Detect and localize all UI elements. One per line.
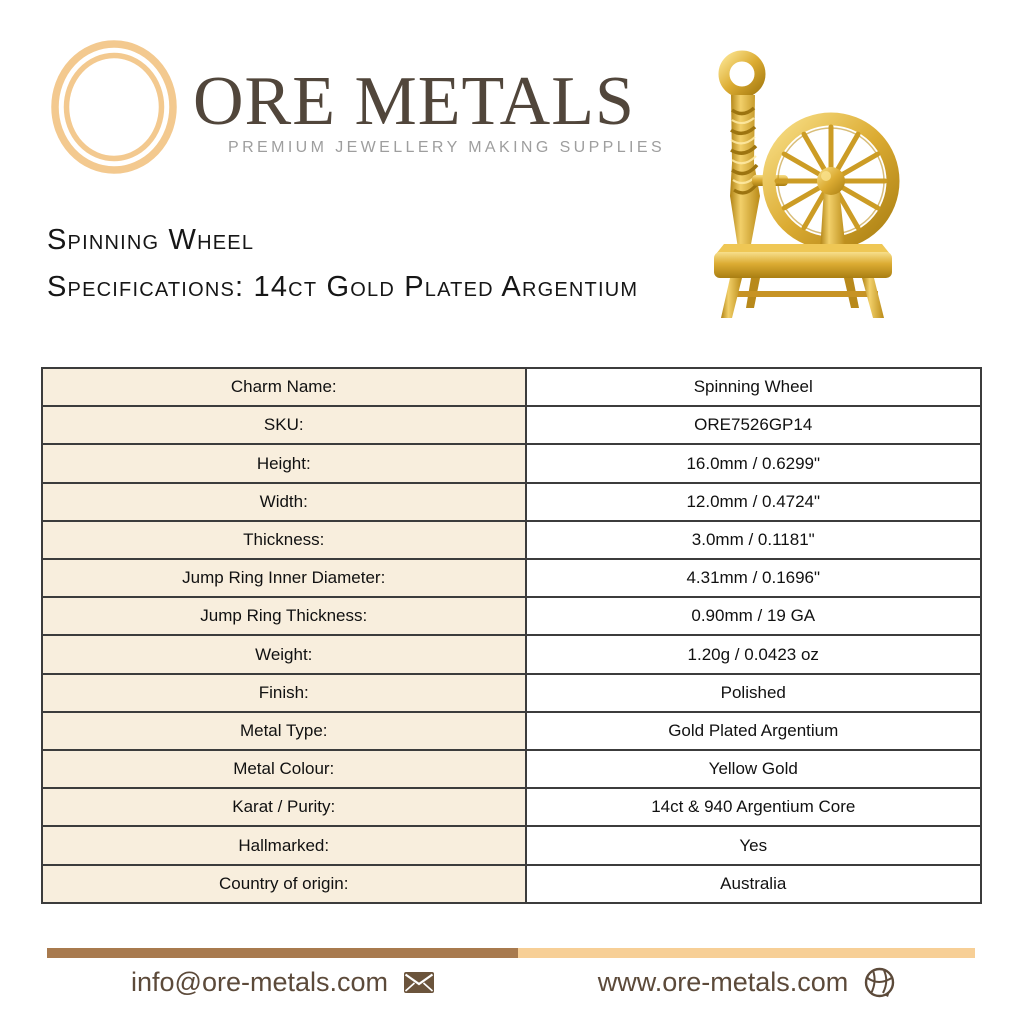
spec-label: Jump Ring Thickness:: [42, 597, 526, 635]
spec-table-body: [42, 368, 981, 903]
footer-divider-brown: [47, 948, 518, 958]
spec-row: [42, 674, 981, 712]
spec-label: Charm Name:: [42, 368, 526, 406]
spec-row: [42, 712, 981, 750]
spec-value: Spinning Wheel: [526, 368, 982, 406]
spec-label: Metal Type:: [42, 712, 526, 750]
spec-row: [42, 444, 981, 482]
spec-label: Width:: [42, 483, 526, 521]
gold-spinning-wheel-charm: [696, 48, 911, 320]
spec-row: [42, 788, 981, 826]
spec-value: 12.0mm / 0.4724": [526, 483, 982, 521]
spec-label: Hallmarked:: [42, 826, 526, 864]
spec-row: [42, 521, 981, 559]
spec-row: [42, 865, 981, 903]
spec-label: Karat / Purity:: [42, 788, 526, 826]
spec-label: Weight:: [42, 635, 526, 673]
footer-email-block: [47, 960, 518, 1004]
spec-row: [42, 826, 981, 864]
envelope-icon: [404, 972, 434, 993]
spec-table: [41, 367, 982, 904]
spec-value: Yellow Gold: [526, 750, 982, 788]
brand-tagline: PREMIUM JEWELLERY MAKING SUPPLIES: [228, 139, 666, 156]
spec-row: [42, 368, 981, 406]
globe-icon: [864, 967, 895, 998]
spec-value: Gold Plated Argentium: [526, 712, 982, 750]
product-title: Spinning Wheel: [47, 224, 255, 256]
spec-row: [42, 750, 981, 788]
spec-row: [42, 559, 981, 597]
spec-label: Metal Colour:: [42, 750, 526, 788]
spec-value: ORE7526GP14: [526, 406, 982, 444]
spec-value: Australia: [526, 865, 982, 903]
spec-label: Height:: [42, 444, 526, 482]
spec-value: 1.20g / 0.0423 oz: [526, 635, 982, 673]
brand-name: ORE METALS: [193, 63, 635, 140]
footer-website-block: [518, 960, 975, 1004]
brand-logo-rings-icon: [50, 38, 180, 176]
spec-label: Jump Ring Inner Diameter:: [42, 559, 526, 597]
footer-email-text[interactable]: info@ore-metals.com: [131, 966, 388, 997]
spec-label: Thickness:: [42, 521, 526, 559]
spec-label: Finish:: [42, 674, 526, 712]
spec-value: Yes: [526, 826, 982, 864]
spec-label: Country of origin:: [42, 865, 526, 903]
spec-row: [42, 635, 981, 673]
spec-value: 0.90mm / 19 GA: [526, 597, 982, 635]
spec-row: [42, 483, 981, 521]
spec-label: SKU:: [42, 406, 526, 444]
spec-value: 16.0mm / 0.6299": [526, 444, 982, 482]
spec-value: 14ct & 940 Argentium Core: [526, 788, 982, 826]
spec-value: 3.0mm / 0.1181": [526, 521, 982, 559]
spec-row: [42, 597, 981, 635]
spec-row: [42, 406, 981, 444]
spec-value: Polished: [526, 674, 982, 712]
footer-website-text[interactable]: www.ore-metals.com: [597, 966, 849, 997]
footer-divider-tan: [518, 948, 975, 958]
product-subtitle: Specifications: 14ct Gold Plated Argentium: [47, 271, 639, 303]
spec-value: 4.31mm / 0.1696": [526, 559, 982, 597]
